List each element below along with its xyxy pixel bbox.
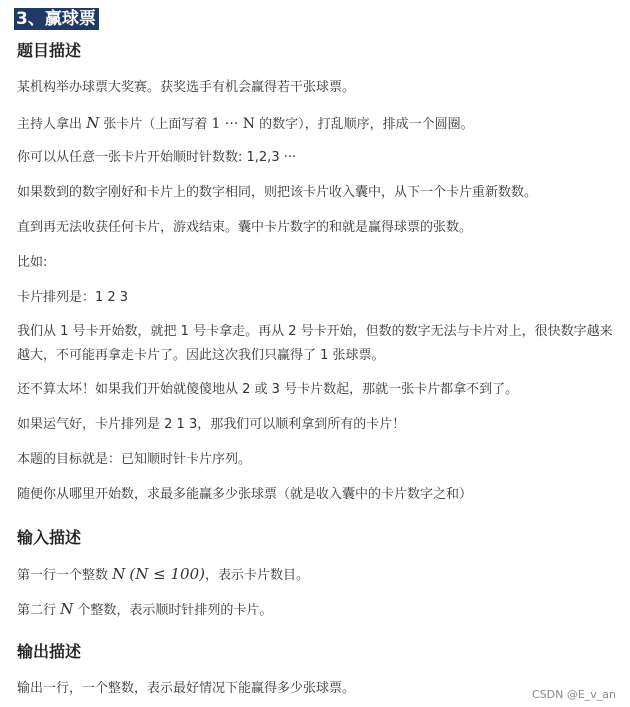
math-range: 1 ··· N	[211, 116, 255, 132]
section-title-problem: 题目描述	[17, 41, 82, 60]
paragraph-intro: 某机构举办球票大奖赛。获奖选手有机会赢得若干张球票。	[17, 80, 356, 95]
math-constraint: (N ≤ 100)	[129, 565, 205, 583]
text-segment: 的数字），打乱顺序，排成一个圆圈。	[254, 117, 474, 132]
math-n: N	[112, 565, 126, 583]
problem-heading: 3、赢球票	[14, 8, 99, 30]
text-segment: 第一行一个整数	[17, 568, 113, 583]
paragraph-lucky: 如果运气好，卡片排列是 2 1 3，那我们可以顺利拿到所有的卡片！	[17, 417, 406, 432]
paragraph-end: 直到再无法收获任何卡片，游戏结束。囊中卡片数字的和就是赢得球票的张数。	[17, 220, 473, 235]
paragraph-question: 随便你从哪里开始数，求最多能赢多少张球票（就是收入囊中的卡片数字之和）	[17, 487, 473, 502]
paragraph-output: 输出一行，一个整数，表示最好情况下能赢得多少张球票。	[17, 681, 356, 696]
math-n: N	[86, 114, 100, 132]
math-n: N	[60, 600, 74, 618]
paragraph-example-walkthrough: 我们从 1 号卡开始数，就把 1 号卡拿走。再从 2 号卡开始，但数的数字无法与卡片对上，很快数字越来越大，不可能再拿走卡片了。因此这次我们只赢得了 1 张球票。	[17, 324, 613, 363]
text-segment: 第二行	[17, 603, 61, 618]
paragraph-goal: 本题的目标就是：已知顺时针卡片序列。	[17, 452, 252, 467]
paragraph-count: 你可以从任意一张卡片开始顺时针数数: 1,2,3 ···	[17, 150, 297, 165]
paragraph-example-cards: 卡片排列是：1 2 3	[17, 290, 129, 305]
csdn-watermark: CSDN @E_v_an	[531, 688, 616, 701]
paragraph-not-bad: 还不算太坏！如果我们开始就傻傻地从 2 或 3 号卡片数起，那就一张卡片都拿不到了。	[17, 382, 519, 397]
text-segment: 主持人拿出	[17, 117, 87, 132]
paragraph-input-line1	[17, 562, 617, 588]
text-segment: ，表示卡片数目。	[204, 568, 309, 583]
paragraph-example-label: 比如:	[17, 255, 48, 270]
text-segment: 个整数，表示顺时针排列的卡片。	[73, 603, 273, 618]
paragraph-match: 如果数到的数字刚好和卡片上的数字相同，则把该卡片收入囊中，从下一个卡片重新数数。	[17, 185, 538, 200]
paragraph-input-line2	[17, 597, 617, 623]
paragraph-host	[17, 111, 617, 137]
section-title-output: 输出描述	[17, 642, 82, 661]
text-segment: 张卡片（上面写着	[99, 117, 212, 132]
section-title-input: 输入描述	[17, 528, 82, 547]
